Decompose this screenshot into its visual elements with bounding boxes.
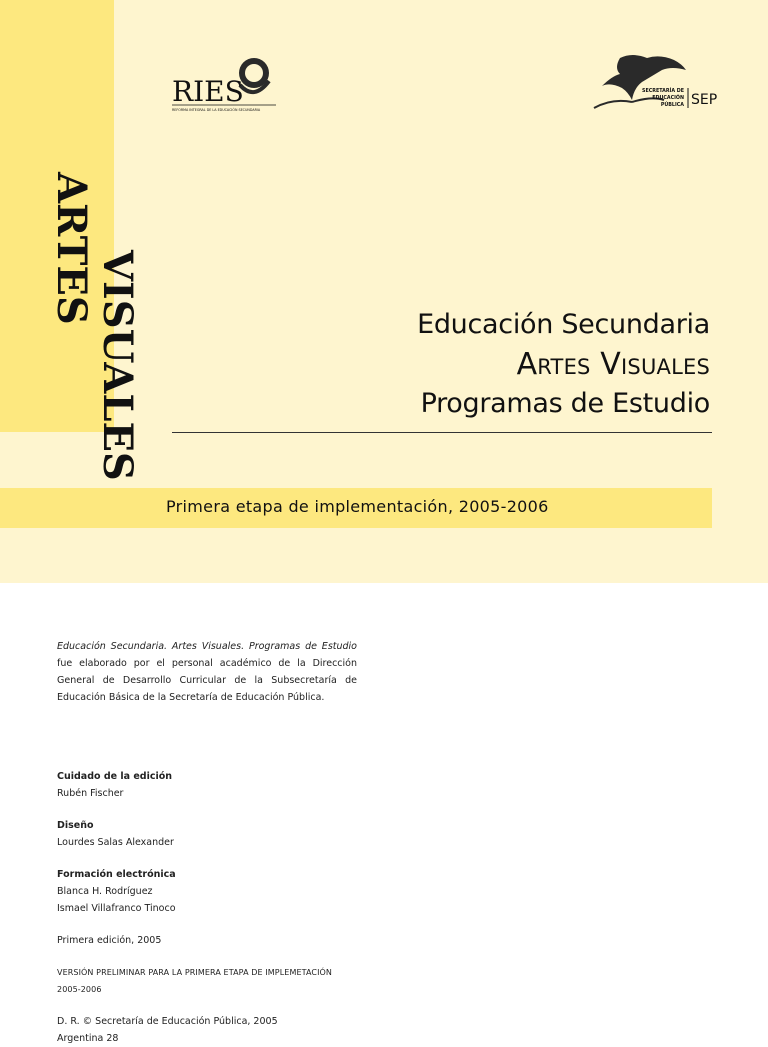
heading-line-1: Educación Secundaria: [417, 309, 710, 340]
credit-name: Lourdes Salas Alexander: [57, 837, 174, 848]
credit-name: Blanca H. Rodríguez: [57, 886, 153, 897]
heading-divider: [172, 432, 712, 433]
implementation-band: [0, 488, 712, 528]
heading-line-3: Programas de Estudio: [420, 388, 710, 419]
copyright-note: D. R. © Secretaría de Educación Pública, 2005: [57, 1016, 278, 1027]
ries-wordmark: RIES: [172, 75, 244, 108]
spine-title: [8, 20, 141, 481]
sep-line3: PÚBLICA: [660, 103, 684, 108]
heading-line-2: Artes Visuales: [516, 347, 710, 382]
credits-intro: [57, 638, 357, 706]
credits-block: [57, 638, 357, 1047]
address-note: Argentina 28: [57, 1033, 119, 1044]
version-note: VERSIÓN PRELIMINAR PARA LA PRIMERA ETAPA DE IMPLEMETACIÓN 2005-2006: [57, 968, 333, 994]
spine-title-graphic: [8, 20, 141, 481]
credit-label-diseno: Diseño: [57, 820, 94, 831]
sep-line2: EDUCACIÓN: [652, 96, 684, 101]
ries-logo: [170, 55, 280, 113]
credit-name: Rubén Fischer: [57, 788, 124, 799]
spine-line-artes: ARTES: [48, 172, 95, 325]
edition-note: Primera edición, 2005: [57, 935, 162, 946]
sep-acronym: SEP: [691, 92, 717, 108]
sep-line1: SECRETARÍA DE: [642, 89, 684, 94]
credit-label-edicion: Cuidado de la edición: [57, 771, 173, 782]
credits-intro-title: Educación Secundaria. Artes Visuales. Programas de Estudio: [57, 641, 357, 652]
credit-name: Ismael Villafranco Tinoco: [57, 903, 176, 914]
spine-line-visuales: VISUALES: [94, 250, 141, 481]
spine-panel: [0, 0, 141, 481]
ries-logo-graphic: [170, 55, 280, 113]
sep-eagle-emblem: [592, 52, 717, 114]
sep-logo: [592, 52, 717, 114]
credit-label-formacion: Formación electrónica: [57, 869, 176, 880]
ries-tagline: REFORMA INTEGRAL DE LA EDUCACIÓN SECUNDARIA: [172, 108, 261, 112]
credits-intro-rest: fue elaborado por el personal académico de la Dirección General de Desarrollo Curricular de la Subsecretaría de Educación Básica de la Secretaría de Educación Pública.: [57, 658, 357, 703]
cover-heading: [417, 306, 710, 422]
implementation-text: Primera etapa de implementación, 2005-2006: [166, 497, 549, 516]
